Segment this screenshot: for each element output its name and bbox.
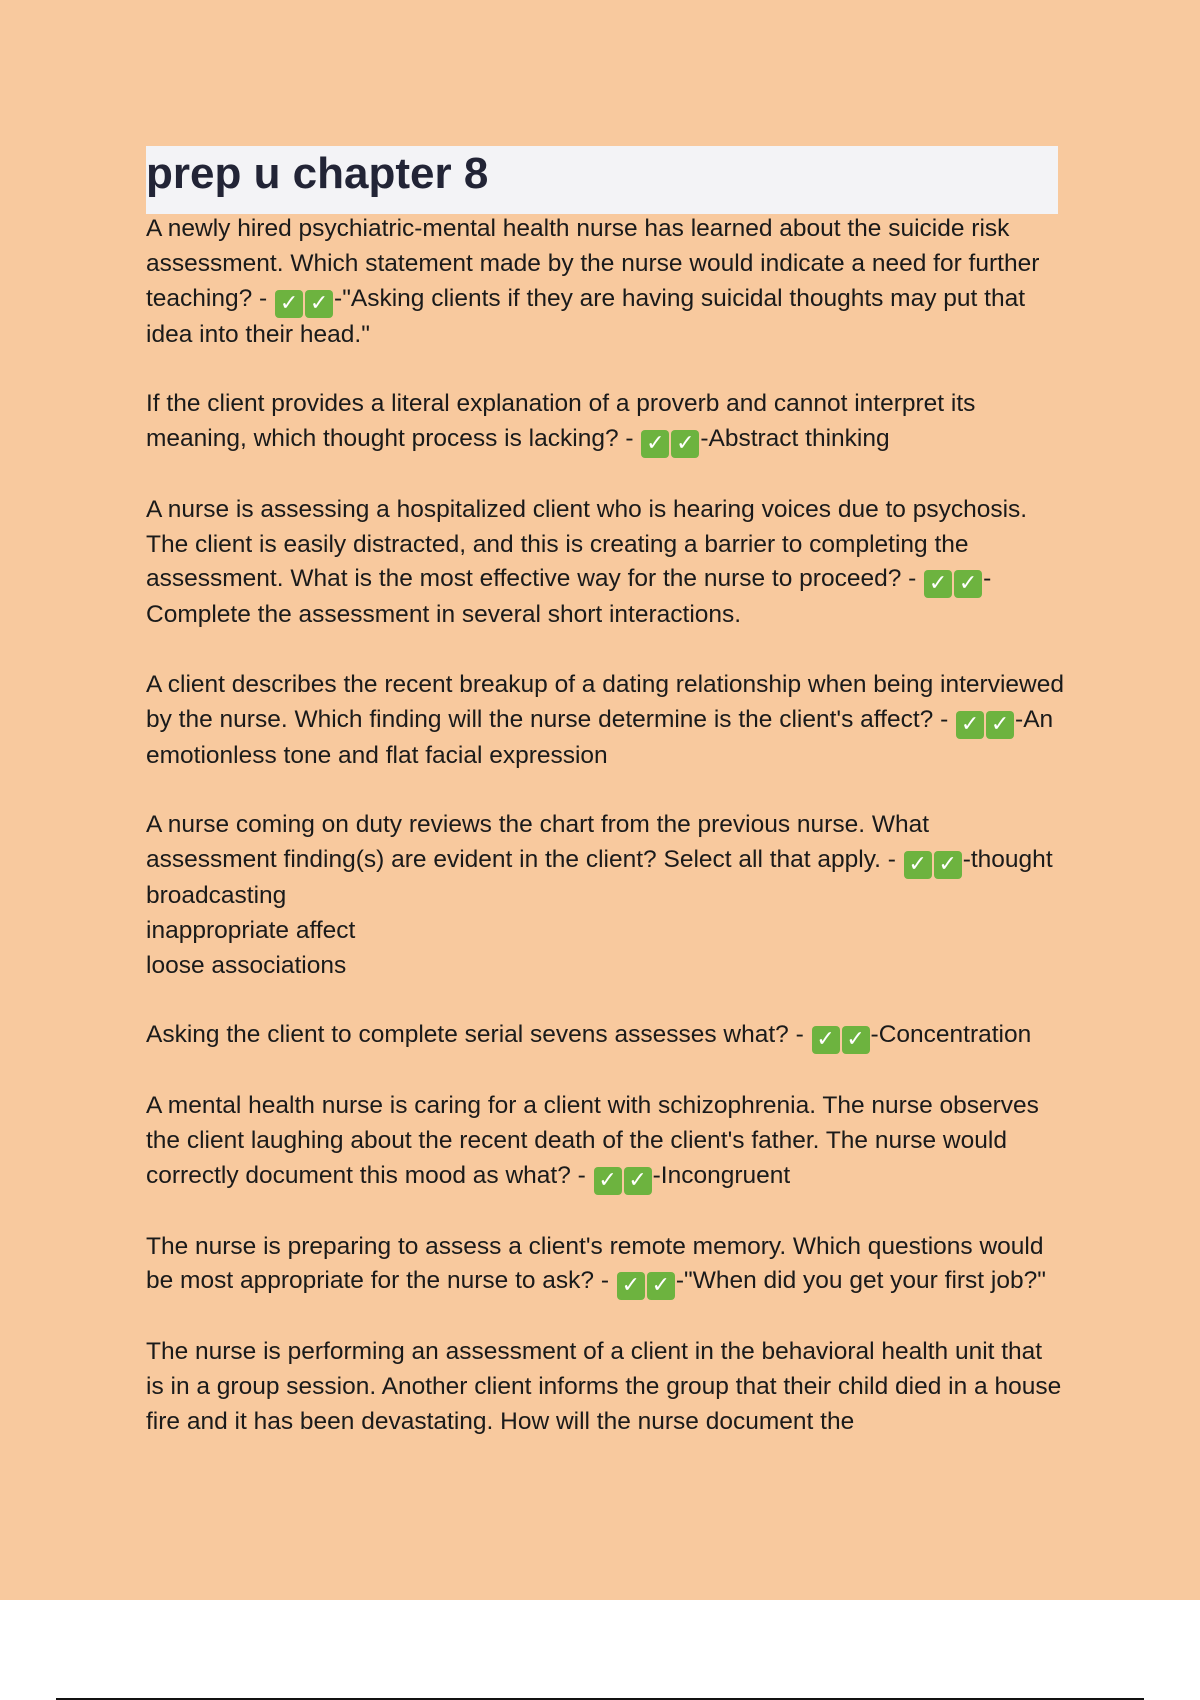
answer-text: -Incongruent	[652, 1161, 791, 1189]
question-text: If the client provides a literal explanation of a proverb and cannot interpret its meaning, which thought process is lacking? -	[146, 390, 976, 452]
check-mark-icon: ✓	[934, 851, 962, 879]
qa-item	[146, 668, 1066, 774]
check-mark-icon: ✓	[924, 570, 952, 598]
page-title: prep u chapter 8	[146, 149, 489, 198]
qa-item	[146, 1230, 1066, 1301]
question-text: The nurse is preparing to assess a client's remote memory. Which questions would be most appropriate for the nurse to ask? -	[146, 1232, 1044, 1295]
qa-item	[146, 493, 1066, 633]
check-mark-icon: ✓	[594, 1167, 622, 1195]
check-mark-icon: ✓	[624, 1167, 652, 1195]
qa-item	[146, 1018, 1066, 1054]
check-mark-icon: ✓	[986, 711, 1014, 739]
answer-text: -"Asking clients if they are having suicidal thoughts may put that idea into their head."	[146, 284, 1026, 348]
check-mark-icon: ✓	[305, 290, 333, 318]
check-mark-icon: ✓	[954, 570, 982, 598]
answer-text: -Complete the assessment in several short interactions.	[146, 565, 992, 629]
question-text: A mental health nurse is caring for a client with schizophrenia. The nurse observes the client laughing about the recent death of the client's father. The nurse would correctly document this mood as what? -	[146, 1092, 1039, 1189]
check-mark-icon: ✓	[641, 430, 669, 458]
question-text: A client describes the recent breakup of a dating relationship when being interviewed by the nurse. Which finding will the nurse determine is the client's affect? -	[146, 670, 1064, 733]
qa-list	[146, 212, 1066, 1474]
check-mark-icon: ✓	[617, 1272, 645, 1300]
check-mark-icon: ✓	[671, 430, 699, 458]
answer-text: -Abstract thinking	[700, 424, 890, 452]
check-mark-icon: ✓	[647, 1272, 675, 1300]
question-text: A newly hired psychiatric-mental health nurse has learned about the suicide risk assessment. Which statement made by the nurse would indicate a need for further teaching? -	[146, 215, 1040, 312]
answer-text: -Concentration	[870, 1021, 1032, 1049]
question-text: Asking the client to complete serial sevens assesses what? -	[146, 1021, 811, 1049]
qa-item	[146, 808, 1066, 983]
answer-text: -thought broadcasting inappropriate affect loose associations	[146, 846, 1053, 979]
check-mark-icon: ✓	[904, 851, 932, 879]
qa-item	[146, 387, 1066, 458]
answer-text: -An emotionless tone and flat facial expression	[146, 705, 1054, 769]
check-mark-icon: ✓	[956, 711, 984, 739]
answer-text: -"When did you get your first job?"	[675, 1267, 1046, 1295]
question-text: A nurse coming on duty reviews the chart from the previous nurse. What assessment finding(s) are evident in the client? Select all that apply. -	[146, 811, 930, 874]
check-mark-icon: ✓	[812, 1026, 840, 1054]
qa-item	[146, 1335, 1066, 1439]
qa-item	[146, 212, 1066, 352]
question-text: The nurse is performing an assessment of a client in the behavioral health unit that is in a group session. Another client informs the group that their child died in a house fire and it has been devastating. How will the nurse document the	[146, 1338, 1062, 1435]
check-mark-icon: ✓	[275, 290, 303, 318]
qa-item	[146, 1089, 1066, 1195]
question-text: A nurse is assessing a hospitalized client who is hearing voices due to psychosis. The client is easily distracted, and this is creating a barrier to completing the assessment. What is the most effective way for the nurse to proceed? -	[146, 495, 1028, 593]
check-mark-icon: ✓	[842, 1026, 870, 1054]
